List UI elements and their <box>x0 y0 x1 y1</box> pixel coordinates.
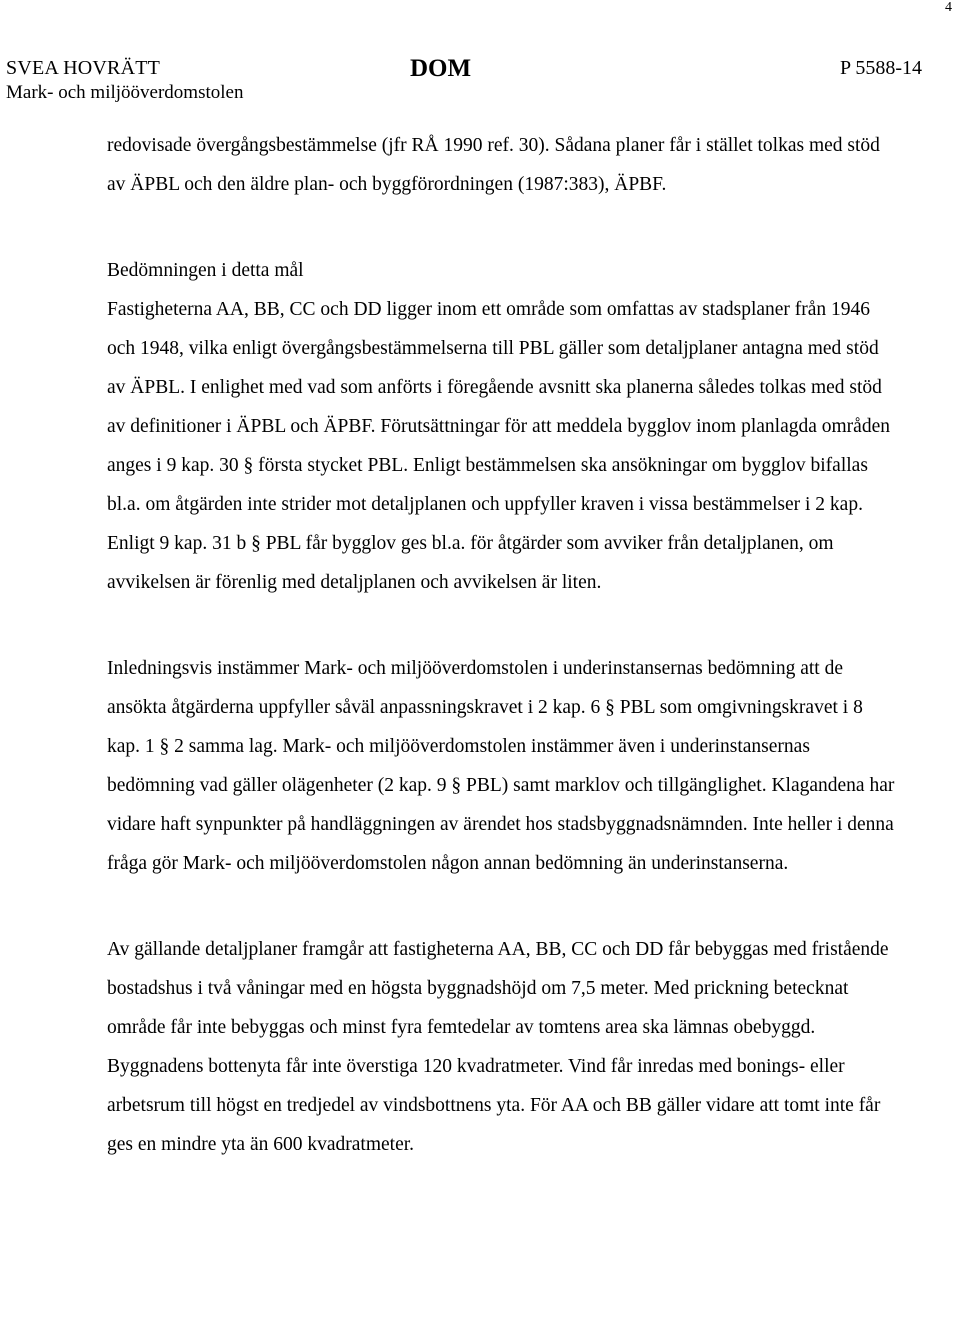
court-name: SVEA HOVRÄTT <box>6 57 161 79</box>
case-number: P 5588-14 <box>839 57 922 79</box>
paragraph-intro: redovisade övergångsbestämmelse (jfr RÅ 1990 ref. 30). Sådana planer får i stället tolkas med stöd av ÄPBL och den äldre plan- och byggförordningen (1987:383), ÄPBF. <box>107 135 880 195</box>
paragraph-detail-plans: Av gällande detaljplaner framgår att fastigheterna AA, BB, CC och DD får bebyggas med fristående bostadshus i två våningar med en högsta byggnadshöjd om 7,5 meter. Med prickning betecknat område får inte bebyggas och minst fyra femtedelar av tomtens area ska lämnas obebyggd. Byggnadens bottenyta får inte överstiga 120 kvadratmeter. Vind får inredas med bonings- eller arbetsrum till högst en tredjedel av vindsbottnens yta. För AA och BB gäller vidare att tomt inte får ges en mindre yta än 600 kvadratmeter. <box>107 939 889 1155</box>
document-header <box>0 54 960 114</box>
paragraph-agreement: Inledningsvis instämmer Mark- och miljööverdomstolen i underinstansernas bedömning att de ansökta åtgärderna uppfyller såväl anpassningskravet i 2 kap. 6 § PBL som omgivningskravet i 8 kap. 1 § 2 samma lag. Mark- och miljööverdomstolen instämmer även i underinstansernas bedömning vad gäller olägenheter (2 kap. 9 § PBL) samt marklov och tillgänglighet. Klagandena har vidare haft synpunkter på handläggningen av ärendet hos stadsbyggnadsnämnden. Inte heller i denna fråga gör Mark- och miljööverdomstolen någon annan bedömning än underinstanserna. <box>107 658 895 874</box>
paragraph-assessment: Fastigheterna AA, BB, CC och DD ligger inom ett område som omfattas av stadsplaner från 1946 och 1948, vilka enligt övergångsbestämmelserna till PBL gäller som detaljplaner antagna med stöd av ÄPBL. I enlighet med vad som anförts i föregående avsnitt ska planerna således tolkas med stöd av definitioner i ÄPBL och ÄPBF. Förutsättningar för att meddela bygglov inom planlagda områden anges i 9 kap. 30 § första stycket PBL. Enligt bestämmelsen ska ansökningar om bygglov bifallas bl.a. om åtgärden inte strider mot detaljplanen och uppfyller kraven i vissa bestämmelser i 2 kap. Enligt 9 kap. 31 b § PBL får bygglov ges bl.a. för åtgärder som avviker från detaljplanen, om avvikelsen är förenlig med detaljplanen och avvikelsen är liten. <box>107 299 890 593</box>
section-heading: Bedömningen i detta mål <box>107 260 304 281</box>
document-body <box>107 126 897 1164</box>
court-division: Mark- och miljööverdomstolen <box>6 82 244 103</box>
page-number: 4 <box>945 0 952 15</box>
document-type: DOM <box>410 55 472 82</box>
